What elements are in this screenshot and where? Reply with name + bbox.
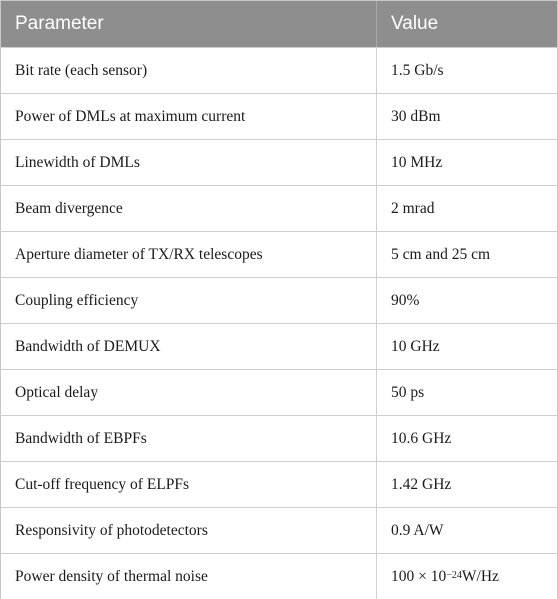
table-header-row [1, 1, 557, 47]
value-unit: W/Hz [461, 567, 499, 585]
table-row [1, 323, 557, 369]
table-row [1, 507, 557, 553]
table-row [1, 93, 557, 139]
table-row [1, 461, 557, 507]
value-cell: 0.9 A/W [391, 521, 444, 539]
parameter-cell: Aperture diameter of TX/RX telescopes [1, 232, 377, 277]
value-cell: 10 GHz [391, 337, 440, 355]
value-cell: 2 mrad [391, 199, 435, 217]
value-cell: 50 ps [391, 383, 425, 401]
value-cell: 1.42 GHz [391, 475, 452, 493]
value-cell: 1.5 Gb/s [391, 61, 444, 79]
table-row [1, 415, 557, 461]
parameter-cell: Beam divergence [1, 186, 377, 231]
value-exponent: −24 [446, 570, 462, 581]
value-cell: 30 dBm [391, 107, 441, 125]
header-parameter: Parameter [1, 1, 377, 47]
value-cell: 90% [391, 291, 420, 309]
value-cell: 5 cm and 25 cm [391, 245, 491, 263]
parameter-cell: Coupling efficiency [1, 278, 377, 323]
parameter-cell: Linewidth of DMLs [1, 140, 377, 185]
table-row [1, 47, 557, 93]
parameter-cell: Bandwidth of DEMUX [1, 324, 377, 369]
table-row [1, 139, 557, 185]
table-row [1, 553, 557, 599]
table-row [1, 231, 557, 277]
parameter-cell: Power of DMLs at maximum current [1, 94, 377, 139]
parameter-cell: Cut-off frequency of ELPFs [1, 462, 377, 507]
value-cell [377, 554, 557, 599]
value-cell: 10 MHz [391, 153, 443, 171]
header-value: Value [391, 13, 439, 34]
parameter-cell: Optical delay [1, 370, 377, 415]
parameter-cell: Power density of thermal noise [1, 554, 377, 599]
parameter-cell: Bandwidth of EBPFs [1, 416, 377, 461]
table-row [1, 277, 557, 323]
table-row [1, 369, 557, 415]
value-cell: 10.6 GHz [391, 429, 452, 447]
parameter-cell: Responsivity of photodetectors [1, 508, 377, 553]
value-base: 100 × 10 [391, 567, 447, 585]
table-row [1, 185, 557, 231]
parameter-cell: Bit rate (each sensor) [1, 48, 377, 93]
